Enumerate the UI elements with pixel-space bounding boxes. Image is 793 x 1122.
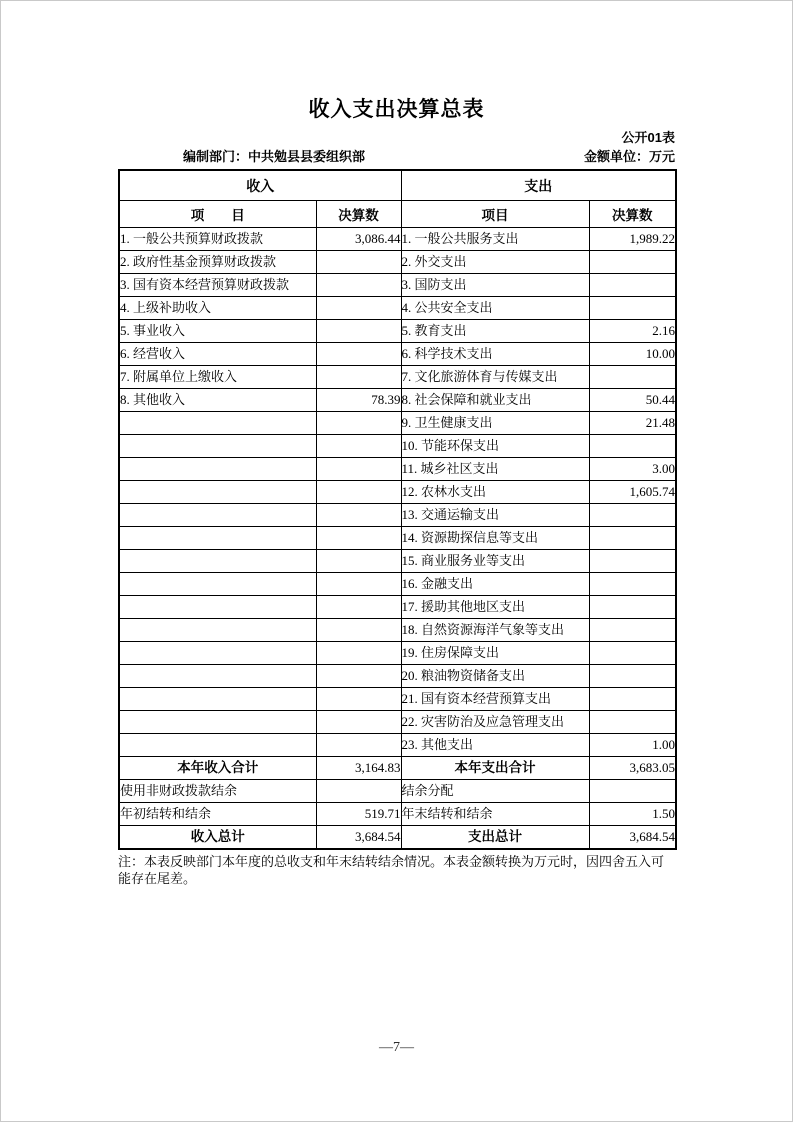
- income-item-cell: [119, 711, 316, 734]
- income-item-cell: [119, 550, 316, 573]
- expense-amount-cell: [589, 527, 676, 550]
- expense-amount-cell: [589, 251, 676, 274]
- table-row: [119, 665, 676, 688]
- expenditure-section-header: 支出: [401, 170, 676, 201]
- expense-item-cell: 23. 其他支出: [401, 734, 589, 757]
- income-amount-cell: [316, 619, 401, 642]
- expense-amount-cell: 21.48: [589, 412, 676, 435]
- expense-item-cell: 10. 节能环保支出: [401, 435, 589, 458]
- income-item-cell: [119, 688, 316, 711]
- expense-item-cell: 本年支出合计: [401, 757, 589, 780]
- income-item-cell: 6. 经营收入: [119, 343, 316, 366]
- table-row: [119, 711, 676, 734]
- expense-item-cell: 18. 自然资源海洋气象等支出: [401, 619, 589, 642]
- table-row: [119, 435, 676, 458]
- table-row: [119, 803, 676, 826]
- income-amount-cell: [316, 665, 401, 688]
- income-amount-cell: [316, 251, 401, 274]
- expense-item-cell: 5. 教育支出: [401, 320, 589, 343]
- expense-item-column-header: 项目: [401, 201, 589, 228]
- table-row: [119, 366, 676, 389]
- expense-item-cell: 6. 科学技术支出: [401, 343, 589, 366]
- income-amount-cell: [316, 366, 401, 389]
- expense-amount-cell: [589, 596, 676, 619]
- income-item-cell: [119, 504, 316, 527]
- table-row: [119, 297, 676, 320]
- expense-amount-cell: 1.50: [589, 803, 676, 826]
- expense-amount-cell: 1.00: [589, 734, 676, 757]
- income-amount-column-header: 决算数: [316, 201, 401, 228]
- table-row: [119, 550, 676, 573]
- expense-item-cell: 4. 公共安全支出: [401, 297, 589, 320]
- income-amount-cell: [316, 596, 401, 619]
- expense-item-cell: 支出总计: [401, 826, 589, 850]
- expense-item-cell: 年末结转和结余: [401, 803, 589, 826]
- income-item-cell: [119, 596, 316, 619]
- table-row: [119, 343, 676, 366]
- income-amount-cell: [316, 458, 401, 481]
- table-row: [119, 228, 676, 251]
- expense-amount-cell: [589, 435, 676, 458]
- footnote: [118, 853, 680, 887]
- expense-item-cell: 13. 交通运输支出: [401, 504, 589, 527]
- expense-amount-cell: [589, 780, 676, 803]
- expense-item-cell: 1. 一般公共服务支出: [401, 228, 589, 251]
- expense-item-cell: 14. 资源勘探信息等支出: [401, 527, 589, 550]
- income-amount-cell: 3,684.54: [316, 826, 401, 850]
- income-amount-cell: [316, 711, 401, 734]
- expense-item-cell: 7. 文化旅游体育与传媒支出: [401, 366, 589, 389]
- income-amount-cell: [316, 274, 401, 297]
- expense-item-cell: 3. 国防支出: [401, 274, 589, 297]
- expense-amount-cell: 3,683.05: [589, 757, 676, 780]
- income-item-cell: 使用非财政拨款结余: [119, 780, 316, 803]
- income-amount-cell: 3,164.83: [316, 757, 401, 780]
- income-item-column-header: 项 目: [119, 201, 316, 228]
- income-amount-cell: [316, 550, 401, 573]
- income-amount-cell: [316, 343, 401, 366]
- income-amount-cell: 519.71: [316, 803, 401, 826]
- expense-amount-cell: [589, 550, 676, 573]
- income-item-cell: [119, 665, 316, 688]
- income-item-cell: 8. 其他收入: [119, 389, 316, 412]
- expense-item-cell: 结余分配: [401, 780, 589, 803]
- expense-item-cell: 20. 粮油物资储备支出: [401, 665, 589, 688]
- income-item-cell: [119, 412, 316, 435]
- income-item-cell: 2. 政府性基金预算财政拨款: [119, 251, 316, 274]
- income-item-cell: [119, 642, 316, 665]
- expense-amount-cell: 1,605.74: [589, 481, 676, 504]
- expense-item-cell: 9. 卫生健康支出: [401, 412, 589, 435]
- expense-amount-cell: [589, 573, 676, 596]
- expense-item-cell: 17. 援助其他地区支出: [401, 596, 589, 619]
- expense-item-cell: 11. 城乡社区支出: [401, 458, 589, 481]
- expense-amount-cell: [589, 297, 676, 320]
- total-row: [119, 757, 676, 780]
- amount-unit-label: 金额单位：万元: [583, 149, 675, 164]
- income-amount-cell: [316, 780, 401, 803]
- income-item-cell: 本年收入合计: [119, 757, 316, 780]
- income-amount-cell: [316, 481, 401, 504]
- table-row: [119, 251, 676, 274]
- income-item-cell: 4. 上级补助收入: [119, 297, 316, 320]
- budget-table-head: [119, 170, 676, 228]
- expense-amount-cell: [589, 642, 676, 665]
- table-row: [119, 274, 676, 297]
- income-item-cell: [119, 573, 316, 596]
- budget-table-body: [119, 228, 676, 850]
- table-meta-row: [118, 148, 675, 165]
- expense-item-cell: 21. 国有资本经营预算支出: [401, 688, 589, 711]
- income-amount-cell: [316, 734, 401, 757]
- table-row: [119, 320, 676, 343]
- income-section-header: 收入: [119, 170, 401, 201]
- expense-amount-cell: 1,989.22: [589, 228, 676, 251]
- income-item-cell: [119, 619, 316, 642]
- table-row: [119, 780, 676, 803]
- expense-amount-cell: [589, 274, 676, 297]
- table-row: [119, 596, 676, 619]
- expense-item-cell: 22. 灾害防治及应急管理支出: [401, 711, 589, 734]
- expense-amount-cell: 3.00: [589, 458, 676, 481]
- table-row: [119, 481, 676, 504]
- footnote-line-2: 能存在尾差。: [118, 871, 197, 886]
- table-code-label: 公开01表: [621, 130, 675, 145]
- income-amount-cell: [316, 527, 401, 550]
- income-amount-cell: 3,086.44: [316, 228, 401, 251]
- income-amount-cell: [316, 504, 401, 527]
- income-amount-cell: [316, 642, 401, 665]
- expense-amount-cell: [589, 619, 676, 642]
- footnote-line-1: 注：本表反映部门本年度的总收支和年末结转结余情况。本表金额转换为万元时，因四舍五入可: [118, 854, 665, 869]
- table-row: [119, 642, 676, 665]
- table-row: [119, 458, 676, 481]
- expense-amount-cell: 50.44: [589, 389, 676, 412]
- income-amount-cell: [316, 688, 401, 711]
- income-item-cell: 年初结转和结余: [119, 803, 316, 826]
- expense-item-cell: 2. 外交支出: [401, 251, 589, 274]
- income-item-cell: [119, 527, 316, 550]
- income-item-cell: 收入总计: [119, 826, 316, 850]
- income-item-cell: [119, 481, 316, 504]
- expense-amount-cell: [589, 711, 676, 734]
- expense-item-cell: 12. 农林水支出: [401, 481, 589, 504]
- income-amount-cell: [316, 435, 401, 458]
- table-row: [119, 619, 676, 642]
- expense-item-cell: 16. 金融支出: [401, 573, 589, 596]
- table-row: [119, 389, 676, 412]
- table-row: [119, 573, 676, 596]
- expense-amount-cell: [589, 688, 676, 711]
- income-item-cell: 3. 国有资本经营预算财政拨款: [119, 274, 316, 297]
- expense-amount-cell: [589, 665, 676, 688]
- income-amount-cell: [316, 573, 401, 596]
- income-amount-cell: [316, 412, 401, 435]
- income-amount-cell: [316, 297, 401, 320]
- table-row: [119, 734, 676, 757]
- table-row: [119, 412, 676, 435]
- expense-item-cell: 15. 商业服务业等支出: [401, 550, 589, 573]
- income-amount-cell: 78.39: [316, 389, 401, 412]
- page-number: —7—: [379, 1040, 414, 1055]
- column-header-row: [119, 201, 676, 228]
- expense-amount-cell: [589, 504, 676, 527]
- income-item-cell: [119, 458, 316, 481]
- table-row: [119, 527, 676, 550]
- expense-amount-cell: 10.00: [589, 343, 676, 366]
- expense-item-cell: 19. 住房保障支出: [401, 642, 589, 665]
- section-header-row: [119, 170, 676, 201]
- income-item-cell: 5. 事业收入: [119, 320, 316, 343]
- prepared-by-label: 编制部门：中共勉县县委组织部: [183, 149, 366, 164]
- expense-amount-column-header: 决算数: [589, 201, 676, 228]
- expense-amount-cell: [589, 366, 676, 389]
- income-item-cell: [119, 435, 316, 458]
- total-row: [119, 826, 676, 850]
- expense-item-cell: 8. 社会保障和就业支出: [401, 389, 589, 412]
- budget-summary-table: [118, 169, 677, 850]
- page-title: 收入支出决算总表: [308, 98, 485, 121]
- income-item-cell: [119, 734, 316, 757]
- table-row: [119, 504, 676, 527]
- table-row: [119, 688, 676, 711]
- expense-amount-cell: 3,684.54: [589, 826, 676, 850]
- income-item-cell: 1. 一般公共预算财政拨款: [119, 228, 316, 251]
- income-item-cell: 7. 附属单位上缴收入: [119, 366, 316, 389]
- expense-amount-cell: 2.16: [589, 320, 676, 343]
- income-amount-cell: [316, 320, 401, 343]
